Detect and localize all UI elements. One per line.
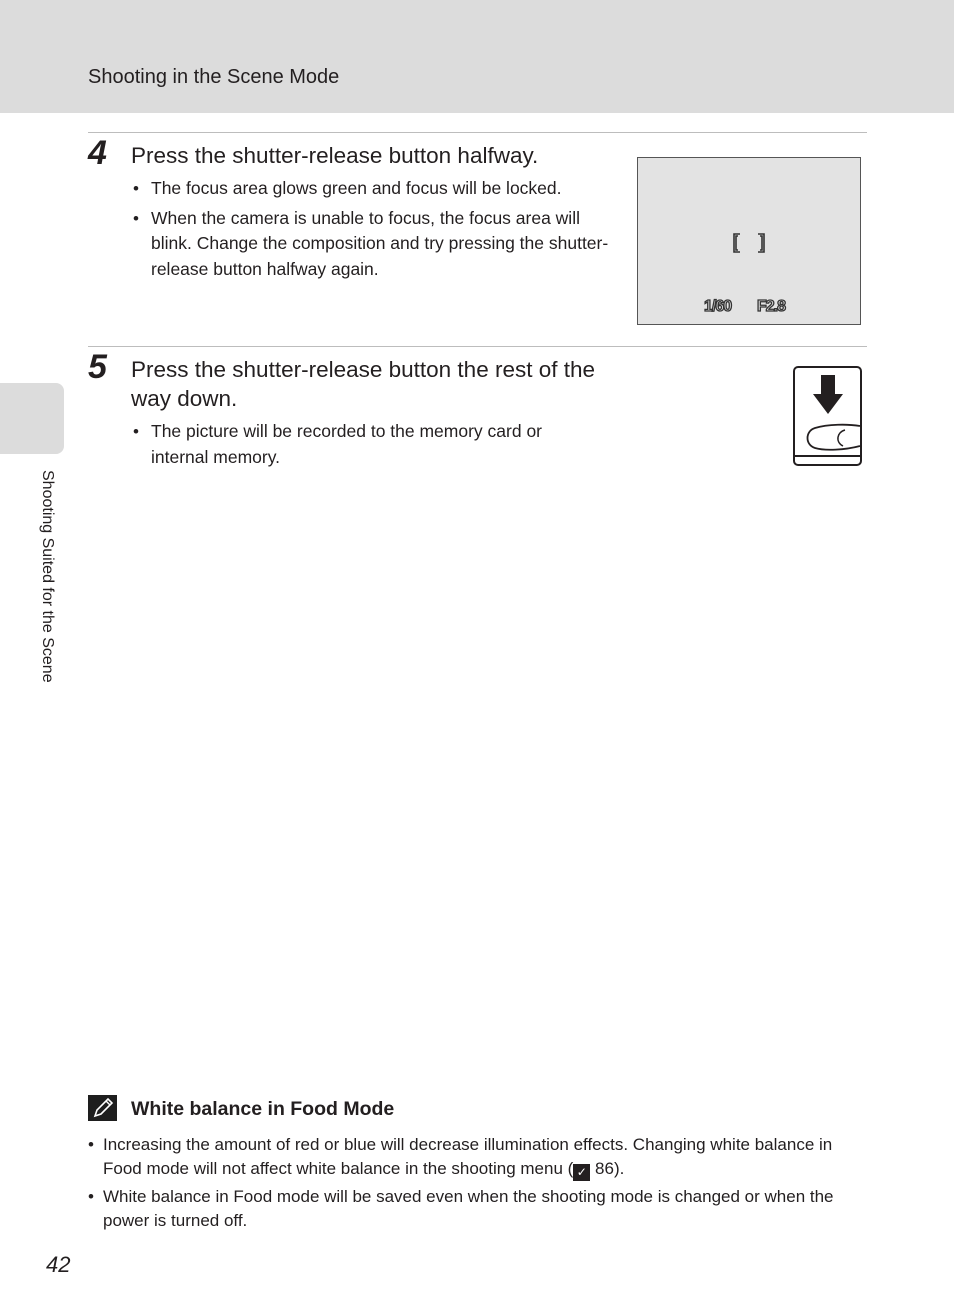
step-title: Press the shutter-release button halfway.: [131, 143, 539, 168]
list-item: [88, 1133, 868, 1181]
note-title: White balance in Food Mode: [131, 1098, 395, 1120]
step-number: 4: [88, 134, 107, 172]
shutter-press-icon: [793, 366, 862, 466]
list-item: • The focus area glows green and focus will be locked.: [133, 176, 615, 202]
page-number: 42: [46, 1252, 71, 1277]
step-bullet-list: [133, 419, 603, 474]
list-item: • White balance in Food mode will be saved even when the shooting mode is changed or when the power is turned off.: [88, 1185, 868, 1233]
note-bullet-list: [88, 1133, 868, 1237]
note-text: ).: [613, 1159, 625, 1178]
page-reference-number: 86: [595, 1159, 614, 1178]
step-divider: [88, 346, 867, 347]
page-section-title: Shooting in the Scene Mode: [88, 66, 340, 88]
step-number: 5: [88, 348, 107, 386]
shutter-speed-readout: 1/60: [704, 298, 732, 315]
header-band: [0, 0, 954, 113]
focus-bracket-icon: [638, 158, 860, 324]
chapter-tab: [0, 383, 64, 454]
step-bullet-list: [133, 176, 615, 286]
chapter-tab-label: Shooting Suited for the Scene: [39, 470, 56, 683]
note-pencil-icon: [88, 1095, 117, 1121]
aperture-readout: F2.8: [757, 298, 786, 315]
step-divider: [88, 132, 867, 133]
page-reference-icon: ✓: [573, 1164, 590, 1181]
camera-monitor-illustration: [637, 157, 861, 325]
step-title: Press the shutter-release button the rest of the way down.: [131, 357, 596, 411]
list-item: • The picture will be recorded to the memory card or internal memory.: [133, 419, 603, 470]
note-text: Increasing the amount of red or blue will decrease illumination effects. Changing white balance in Food mode will not affect white balance in the shooting menu (: [103, 1135, 833, 1178]
list-item: • When the camera is unable to focus, the focus area will blink. Change the composition and try pressing the shutter-release button halfway again.: [133, 206, 615, 283]
